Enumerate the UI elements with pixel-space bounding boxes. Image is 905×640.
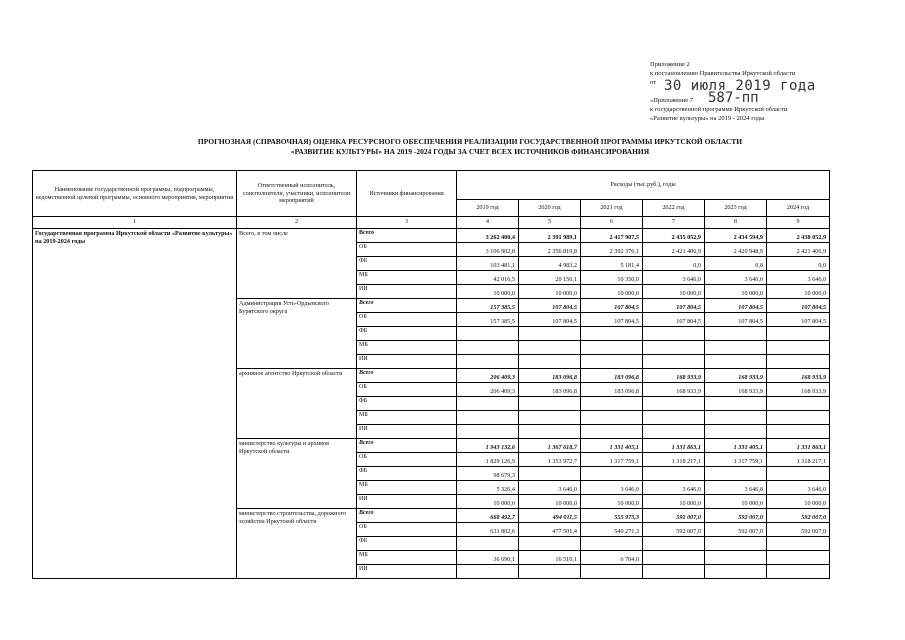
- value-cell: [581, 425, 643, 439]
- value-cell: 3 262 400,4: [457, 229, 519, 243]
- value-cell: 107 804,5: [643, 299, 705, 313]
- column-number: 6: [581, 217, 643, 229]
- source-cell: Всего: [357, 369, 457, 383]
- value-cell: [767, 565, 830, 579]
- value-cell: [643, 411, 705, 425]
- value-cell: 3 646,0: [767, 481, 830, 495]
- source-cell: ИИ: [357, 565, 457, 579]
- value-cell: 10 000,0: [767, 285, 830, 299]
- value-cell: 183 096,8: [519, 383, 581, 397]
- value-cell: 2 391 989,1: [519, 229, 581, 243]
- value-cell: 10 000,0: [581, 285, 643, 299]
- value-cell: 1 331 863,1: [767, 439, 830, 453]
- value-cell: 3 646,0: [705, 481, 767, 495]
- source-cell: ИИ: [357, 285, 457, 299]
- value-cell: 592 007,0: [643, 523, 705, 537]
- value-cell: 36 690,1: [457, 551, 519, 565]
- value-cell: [643, 341, 705, 355]
- value-cell: [457, 327, 519, 341]
- header-year: 2024 год: [767, 200, 830, 217]
- header-sources: Источники финансирования: [357, 171, 457, 217]
- value-cell: [519, 411, 581, 425]
- value-cell: 1 829 126,9: [457, 453, 519, 467]
- value-cell: 20 156,1: [519, 271, 581, 285]
- value-cell: 3 646,0: [643, 271, 705, 285]
- source-cell: ФБ: [357, 467, 457, 481]
- value-cell: 10 000,0: [643, 285, 705, 299]
- source-cell: ИИ: [357, 355, 457, 369]
- value-cell: 10 000,0: [705, 495, 767, 509]
- source-cell: ОБ: [357, 453, 457, 467]
- source-cell: МБ: [357, 411, 457, 425]
- value-cell: 168 933,9: [643, 383, 705, 397]
- source-cell: ОБ: [357, 243, 457, 257]
- value-cell: 1 318 217,1: [643, 453, 705, 467]
- value-cell: 1 943 132,6: [457, 439, 519, 453]
- executor-cell: министерство строительства, дорожного хозяйства Иркутской области: [237, 509, 357, 579]
- value-cell: 477 501,4: [519, 523, 581, 537]
- value-cell: 6 704,0: [581, 551, 643, 565]
- source-cell: Всего: [357, 229, 457, 243]
- value-cell: 10 000,0: [457, 285, 519, 299]
- approval-line-3: от: [650, 79, 657, 86]
- source-cell: ФБ: [357, 327, 457, 341]
- value-cell: [519, 537, 581, 551]
- value-cell: 3 646,0: [581, 481, 643, 495]
- column-number: 5: [519, 217, 581, 229]
- value-cell: 183 096,8: [519, 369, 581, 383]
- value-cell: 168 933,9: [643, 369, 705, 383]
- value-cell: [519, 565, 581, 579]
- header-year: 2021 год: [581, 200, 643, 217]
- value-cell: 549 271,3: [581, 523, 643, 537]
- value-cell: 107 804,5: [643, 313, 705, 327]
- value-cell: 168 933,9: [767, 369, 830, 383]
- value-cell: [767, 411, 830, 425]
- value-cell: [767, 341, 830, 355]
- value-cell: 10 000,0: [705, 285, 767, 299]
- value-cell: [705, 425, 767, 439]
- value-cell: 494 011,5: [519, 509, 581, 523]
- value-cell: [643, 467, 705, 481]
- value-cell: 107 804,5: [519, 313, 581, 327]
- value-cell: [767, 551, 830, 565]
- value-cell: 107 804,5: [705, 299, 767, 313]
- table-row: [33, 229, 830, 243]
- value-cell: 3 646,0: [767, 271, 830, 285]
- source-cell: Всего: [357, 509, 457, 523]
- source-cell: ФБ: [357, 537, 457, 551]
- column-number: 2: [237, 217, 357, 229]
- source-cell: ФБ: [357, 397, 457, 411]
- source-cell: ОБ: [357, 523, 457, 537]
- header-program: Наименование государственной программы, подпрограммы, ведомственной целевой программы, основного мероприятия, мероприятия: [33, 171, 237, 217]
- value-cell: [643, 537, 705, 551]
- value-cell: 168 933,9: [705, 383, 767, 397]
- value-cell: 157 385,5: [457, 299, 519, 313]
- value-cell: [705, 341, 767, 355]
- value-cell: 10 000,0: [457, 495, 519, 509]
- value-cell: [643, 355, 705, 369]
- value-cell: 592 007,0: [767, 509, 830, 523]
- column-number: 4: [457, 217, 519, 229]
- value-cell: [767, 537, 830, 551]
- value-cell: [643, 425, 705, 439]
- value-cell: 98 679,3: [457, 467, 519, 481]
- value-cell: 555 975,3: [581, 509, 643, 523]
- value-cell: [581, 411, 643, 425]
- value-cell: [581, 355, 643, 369]
- value-cell: 631 802,6: [457, 523, 519, 537]
- value-cell: 2 434 594,9: [705, 229, 767, 243]
- value-cell: 2 435 052,9: [643, 229, 705, 243]
- value-cell: 2 420 948,9: [705, 243, 767, 257]
- value-cell: 2 421 406,9: [767, 243, 830, 257]
- value-cell: 157 385,5: [457, 313, 519, 327]
- resource-table: [32, 170, 830, 579]
- value-cell: [767, 467, 830, 481]
- value-cell: 3 646,0: [643, 481, 705, 495]
- approval-line-4: «Приложение 7: [650, 97, 694, 104]
- column-number: 3: [357, 217, 457, 229]
- value-cell: [705, 467, 767, 481]
- source-cell: ОБ: [357, 383, 457, 397]
- value-cell: 107 804,5: [767, 313, 830, 327]
- source-cell: МБ: [357, 481, 457, 495]
- value-cell: 5 181,4: [581, 257, 643, 271]
- value-cell: [705, 397, 767, 411]
- value-cell: [705, 537, 767, 551]
- header-expenses: Расходы (тыс.руб.), годы: [457, 171, 830, 200]
- value-cell: [457, 355, 519, 369]
- value-cell: [519, 355, 581, 369]
- value-cell: 10 000,0: [581, 495, 643, 509]
- value-cell: 1 331 405,1: [581, 439, 643, 453]
- value-cell: 2 421 406,9: [643, 243, 705, 257]
- value-cell: [519, 467, 581, 481]
- value-cell: [457, 537, 519, 551]
- value-cell: 168 933,9: [705, 369, 767, 383]
- value-cell: [767, 425, 830, 439]
- header-year: 2019 год: [457, 200, 519, 217]
- value-cell: 107 804,5: [767, 299, 830, 313]
- title-line-2: «РАЗВИТИЕ КУЛЬТУРЫ» НА 2019 -2024 ГОДЫ ЗА СЧЕТ ВСЕХ ИСТОЧНИКОВ ФИНАНСИРОВАНИЯ: [290, 147, 650, 156]
- handwritten-date: 30 июля 2019 года: [664, 78, 816, 94]
- value-cell: 1 318 217,1: [767, 453, 830, 467]
- value-cell: 1 367 618,7: [519, 439, 581, 453]
- value-cell: 2 392 376,1: [581, 243, 643, 257]
- header-executor: Ответственный исполнитель, соисполнители, участники, исполнители мероприятий: [237, 171, 357, 217]
- value-cell: 1 317 759,1: [705, 453, 767, 467]
- header-year: 2023 год: [705, 200, 767, 217]
- value-cell: [519, 341, 581, 355]
- handwritten-number: 587-пп: [708, 90, 759, 106]
- executor-cell: архивное агентство Иркутской области: [237, 369, 357, 439]
- value-cell: [581, 565, 643, 579]
- value-cell: 1 331 863,1: [643, 439, 705, 453]
- value-cell: 168 933,9: [767, 383, 830, 397]
- value-cell: [581, 327, 643, 341]
- approval-line-1: Приложение 2: [650, 61, 690, 68]
- value-cell: 183 096,8: [581, 383, 643, 397]
- value-cell: 16 510,1: [519, 551, 581, 565]
- value-cell: [457, 425, 519, 439]
- value-cell: 592 007,0: [705, 523, 767, 537]
- source-cell: МБ: [357, 551, 457, 565]
- value-cell: 107 804,5: [581, 313, 643, 327]
- value-cell: 10 000,0: [519, 285, 581, 299]
- value-cell: 4 983,2: [519, 257, 581, 271]
- value-cell: 107 804,5: [705, 313, 767, 327]
- value-cell: 103 481,1: [457, 257, 519, 271]
- source-cell: Всего: [357, 299, 457, 313]
- value-cell: [705, 551, 767, 565]
- approval-line-2: к постановлению Правительства Иркутской области: [650, 70, 796, 77]
- value-cell: [705, 355, 767, 369]
- title-line-1: ПРОГНОЗНАЯ (СПРАВОЧНАЯ) ОЦЕНКА РЕСУРСНОГО ОБЕСПЕЧЕНИЯ РЕАЛИЗАЦИИ ГОСУДАРСТВЕННОЙ ПРОГРАММЫ ИРКУТСКОЙ ОБЛАСТИ: [197, 137, 743, 146]
- table-body: [33, 229, 830, 579]
- value-cell: 3 646,0: [705, 271, 767, 285]
- column-number: 8: [705, 217, 767, 229]
- header-year: 2022 год: [643, 200, 705, 217]
- value-cell: [705, 411, 767, 425]
- value-cell: [767, 327, 830, 341]
- column-number: 1: [33, 217, 237, 229]
- source-cell: МБ: [357, 341, 457, 355]
- value-cell: [581, 537, 643, 551]
- value-cell: [643, 551, 705, 565]
- value-cell: 592 007,0: [767, 523, 830, 537]
- value-cell: 206 409,3: [457, 383, 519, 397]
- value-cell: 1 331 405,1: [705, 439, 767, 453]
- value-cell: 42 016,5: [457, 271, 519, 285]
- executor-cell: Всего, в том числе: [237, 229, 357, 299]
- value-cell: 10 000,0: [643, 495, 705, 509]
- value-cell: 2 438 052,9: [767, 229, 830, 243]
- value-cell: 1 317 759,1: [581, 453, 643, 467]
- header-year: 2020 год: [519, 200, 581, 217]
- value-cell: [643, 565, 705, 579]
- value-cell: 668 492,7: [457, 509, 519, 523]
- value-cell: 0,0: [705, 257, 767, 271]
- value-cell: 183 096,8: [581, 369, 643, 383]
- approval-line-6: «Развитие культуры» на 2019 - 2024 годы: [650, 115, 765, 122]
- approval-line-5: к государственной программе Иркутской области: [650, 106, 788, 113]
- value-cell: 107 804,5: [519, 299, 581, 313]
- value-cell: [581, 467, 643, 481]
- value-cell: 592 007,0: [643, 509, 705, 523]
- value-cell: 10 000,0: [767, 495, 830, 509]
- source-cell: ИИ: [357, 495, 457, 509]
- column-number: 7: [643, 217, 705, 229]
- value-cell: 1 353 972,7: [519, 453, 581, 467]
- value-cell: 592 007,0: [705, 509, 767, 523]
- source-cell: ИИ: [357, 425, 457, 439]
- source-cell: ОБ: [357, 313, 457, 327]
- value-cell: [767, 355, 830, 369]
- value-cell: [457, 411, 519, 425]
- value-cell: [767, 397, 830, 411]
- value-cell: [705, 327, 767, 341]
- value-cell: 2 356 819,8: [519, 243, 581, 257]
- source-cell: Всего: [357, 439, 457, 453]
- value-cell: [457, 397, 519, 411]
- value-cell: [705, 565, 767, 579]
- value-cell: [643, 397, 705, 411]
- value-cell: 2 417 907,5: [581, 229, 643, 243]
- program-name-cell: Государственная программа Иркутской области «Развитие культуры» на 2019-2024 годы: [33, 229, 237, 579]
- source-cell: ФБ: [357, 257, 457, 271]
- value-cell: 107 804,5: [581, 299, 643, 313]
- value-cell: [581, 341, 643, 355]
- value-cell: 0,0: [767, 257, 830, 271]
- executor-cell: министерство культуры и архивов Иркутской области: [237, 439, 357, 509]
- value-cell: 3 646,0: [519, 481, 581, 495]
- value-cell: [519, 327, 581, 341]
- value-cell: [457, 565, 519, 579]
- value-cell: 5 326,4: [457, 481, 519, 495]
- value-cell: [519, 397, 581, 411]
- value-cell: 10 350,0: [581, 271, 643, 285]
- executor-cell: Администрация Усть-Ордынского Бурятского округа: [237, 299, 357, 369]
- value-cell: [581, 397, 643, 411]
- value-cell: 206 409,3: [457, 369, 519, 383]
- value-cell: 10 000,0: [519, 495, 581, 509]
- value-cell: 0,0: [643, 257, 705, 271]
- value-cell: [457, 341, 519, 355]
- source-cell: МБ: [357, 271, 457, 285]
- value-cell: [643, 327, 705, 341]
- value-cell: [519, 425, 581, 439]
- document-title: [60, 137, 880, 157]
- value-cell: 3 106 902,8: [457, 243, 519, 257]
- column-number: 9: [767, 217, 830, 229]
